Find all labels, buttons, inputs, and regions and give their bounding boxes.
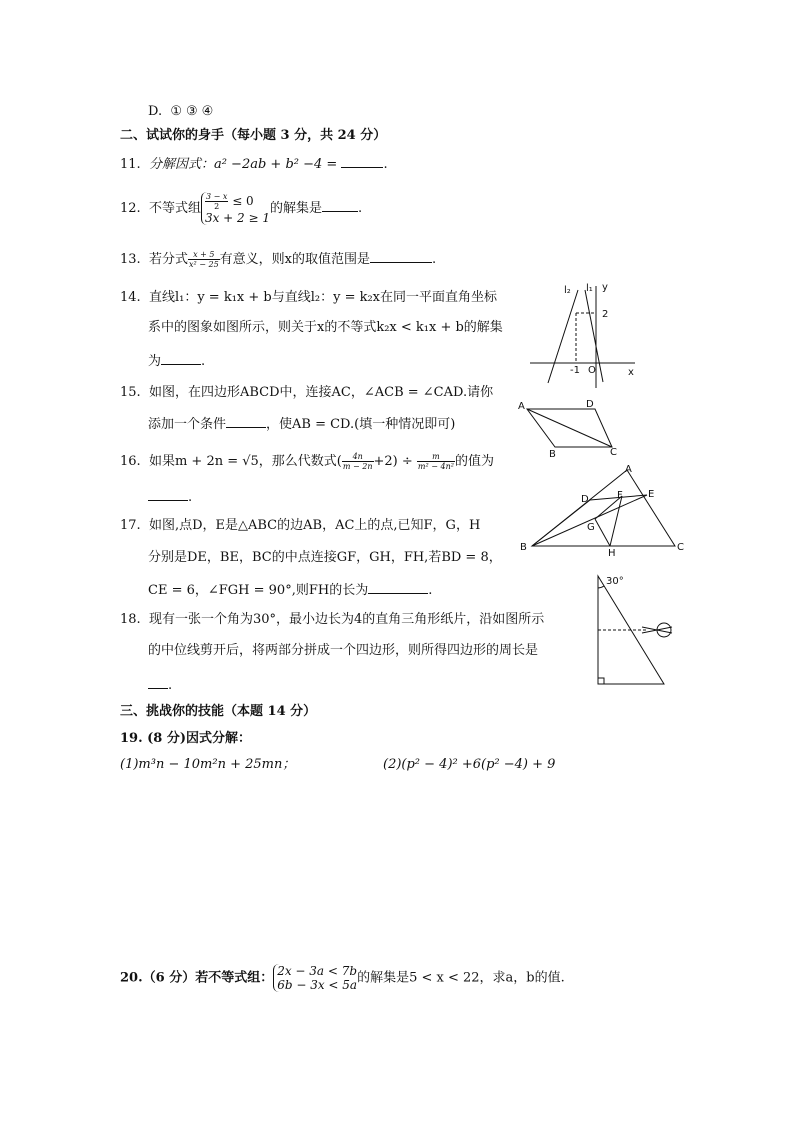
fig14-l2-label: l₂	[564, 285, 571, 296]
figure-17-triangle	[515, 462, 690, 560]
question-17-line2: 分别是DE，BE，BC的中点连接GF，GH，FH,若BD = 8，	[148, 550, 502, 565]
section2-header: 二、试试你的身手（每小题 3 分，共 24 分）	[120, 128, 387, 143]
question-19-part2: (2)(p² − 4)² +6(p² −4) + 9	[383, 757, 556, 772]
fig14-l1-label: l₁	[586, 283, 593, 294]
fig15-A: A	[518, 401, 525, 412]
fig14-origin-label: O	[588, 365, 596, 376]
fig17-A: A	[625, 464, 632, 475]
question-18-line1: 18. 现有一张一个角为30°，最小边长为4的直角三角形纸片，沿如图所示	[120, 612, 545, 627]
fig18-angle: 30°	[606, 576, 624, 587]
q10-option-d: D. ①③④	[148, 104, 218, 119]
figure-14-graph	[530, 278, 640, 388]
question-12: 12. 不等式组 $\frac{3 - x}{2}$ ≤ 0 3x + 2 ≥ 1 的解集是 .	[120, 192, 363, 225]
question-14-line1: 14. 直线l₁：y = k₁x + b与直线l₂：y = k₂x在同一平面直角坐标	[120, 290, 498, 305]
fig15-D: D	[586, 399, 594, 410]
question-18-line2: 的中位线剪开后，将两部分拼成一个四边形，则所得四边形的周长是	[148, 643, 539, 658]
fig14-y-label: y	[602, 282, 608, 293]
figure-15-quadrilateral	[515, 395, 630, 460]
question-13: 13. 若分式 $\frac{x + 5}{\text{x² − 25}}$ 有意义，则x的取值范围是 .	[120, 250, 437, 269]
question-15-line2: 添加一个条件 ，使AB = CD.(填一种情况即可)	[148, 417, 456, 432]
question-16: 16. 如果m + 2n = √5，那么代数式( $\frac{4n}{m - 2n}$ +2) ÷ $\frac{m}{\text{m² − 4n²}}$ 的值为	[120, 452, 494, 471]
fig14-neg1-label: -1	[570, 365, 580, 376]
question-14-line3: 为 .	[148, 354, 206, 369]
fig17-F: F	[617, 490, 623, 501]
fig14-x-label: x	[628, 367, 634, 378]
fig17-B: B	[520, 542, 527, 553]
question-14-line2: 系中的图象如图所示，则关于x的不等式k₂x < k₁x + b的解集	[148, 320, 503, 335]
figure-18-right-triangle	[592, 572, 672, 690]
fig17-E: E	[648, 489, 655, 500]
fig17-G: G	[587, 522, 595, 533]
question-15-line1: 15. 如图，在四边形ABCD中，连接AC，∠ACB = ∠CAD.请你	[120, 385, 494, 400]
question-20: 20.（6 分）若不等式组： 2x − 3a < 7b 6b − 3x < 5a 的解集是5 < x < 22，求a，b的值.	[120, 964, 565, 992]
fig17-C: C	[677, 542, 684, 553]
fig15-B: B	[549, 449, 556, 460]
question-19-head: 19. (8 分)因式分解：	[120, 731, 252, 746]
fig15-C: C	[610, 447, 617, 458]
fig14-two-label: 2	[602, 309, 609, 320]
question-17-line1: 17. 如图,点D，E是△ABC的边AB，AC上的点,已知F，G，H	[120, 518, 481, 533]
question-11: 11. 分解因式：a² −2ab + b² −4 = .	[120, 157, 388, 172]
question-17-line3: CE = 6，∠FGH = 90°,则FH的长为 .	[148, 583, 433, 598]
fig17-D: D	[581, 494, 589, 505]
question-16-answer: .	[148, 488, 192, 506]
fig17-H: H	[608, 548, 616, 559]
question-19-part1: (1)m³n − 10m²n + 25mn；	[120, 757, 296, 772]
section3-header: 三、挑战你的技能（本题 14 分）	[120, 704, 317, 719]
question-18-line3: .	[148, 676, 172, 694]
